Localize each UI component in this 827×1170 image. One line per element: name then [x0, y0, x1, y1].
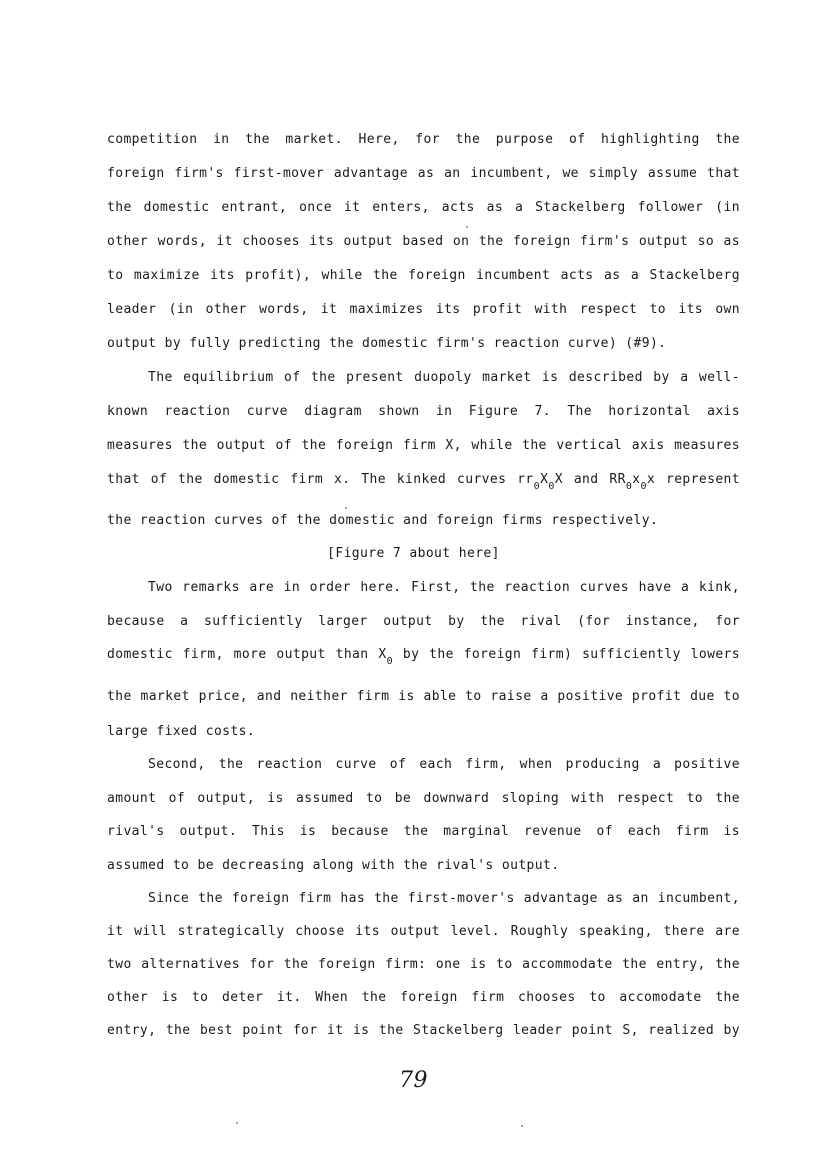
- text-line: competition in the market. Here, for the purpose of highlighting the: [107, 132, 740, 147]
- text-line: to maximize its profit), while the foreign incumbent acts as a Stackelberg: [107, 268, 740, 283]
- text-line: because a sufficiently larger output by the rival (for instance, for: [107, 614, 740, 629]
- text-line: foreign firm's first-mover advantage as an incumbent, we simply assume that: [107, 166, 740, 181]
- scan-speck: [345, 507, 347, 509]
- text-line: amount of output, is assumed to be downward sloping with respect to the: [107, 791, 740, 806]
- text-line: Second, the reaction curve of each firm, when producing a positive: [148, 757, 740, 772]
- page-number: 79: [399, 1068, 428, 1093]
- text-line: rival's output. This is because the marginal revenue of each firm is: [107, 824, 740, 839]
- subscript: 0: [625, 481, 633, 492]
- text-line: assumed to be decreasing along with the rival's output.: [107, 858, 560, 873]
- text-line: the market price, and neither firm is able to raise a positive profit due to: [107, 689, 740, 704]
- text-run: X and RR: [554, 472, 626, 487]
- text-line: known reaction curve diagram shown in Figure 7. The horizontal axis: [107, 404, 740, 419]
- text-line: large fixed costs.: [107, 724, 256, 739]
- text-line-with-subscripts: [107, 472, 741, 492]
- text-line: the reaction curves of the domestic and foreign firms respectively.: [107, 513, 659, 528]
- subscript: 0: [386, 656, 393, 667]
- text-run: that of the domestic firm x. The kinked curves rr: [107, 472, 534, 487]
- text-line: two alternatives for the foreign firm: one is to accommodate the entry, the: [107, 957, 740, 972]
- text-line: Since the foreign firm has the first-mover's advantage as an incumbent,: [148, 891, 740, 906]
- text-line: other is to deter it. When the foreign firm chooses to accomodate the: [107, 990, 740, 1005]
- text-run: X: [540, 472, 549, 487]
- text-line: Two remarks are in order here. First, the reaction curves have a kink,: [148, 580, 740, 595]
- text-line: measures the output of the foreign firm X, while the vertical axis measures: [107, 438, 740, 453]
- text-line: leader (in other words, it maximizes its profit with respect to its own: [107, 302, 740, 317]
- text-line-with-subscripts: [107, 647, 741, 667]
- scan-speck: [466, 226, 468, 228]
- text-line: entry, the best point for it is the Stackelberg leader point S, realized by: [107, 1023, 740, 1038]
- text-run: x: [632, 472, 641, 487]
- subscript: 0: [548, 481, 555, 492]
- text-line: the domestic entrant, once it enters, acts as a Stackelberg follower (in: [107, 200, 740, 215]
- text-line: output by fully predicting the domestic firm's reaction curve) (#9).: [107, 336, 667, 351]
- text-run: domestic firm, more output than X: [107, 647, 387, 662]
- subscript: 0: [533, 481, 541, 492]
- text-line: it will strategically choose its output level. Roughly speaking, there are: [107, 924, 740, 939]
- scan-speck: [236, 1122, 238, 1124]
- text-line: The equilibrium of the present duopoly market is described by a well-: [148, 370, 740, 385]
- text-run: x represent: [646, 472, 741, 487]
- scan-speck: [521, 1125, 523, 1127]
- text-line: other words, it chooses its output based on the foreign firm's output so as: [107, 234, 740, 249]
- subscript: 0: [640, 481, 647, 492]
- figure-placeholder-caption: [Figure 7 about here]: [327, 546, 500, 561]
- text-run: by the foreign firm) sufficiently lowers: [393, 647, 741, 662]
